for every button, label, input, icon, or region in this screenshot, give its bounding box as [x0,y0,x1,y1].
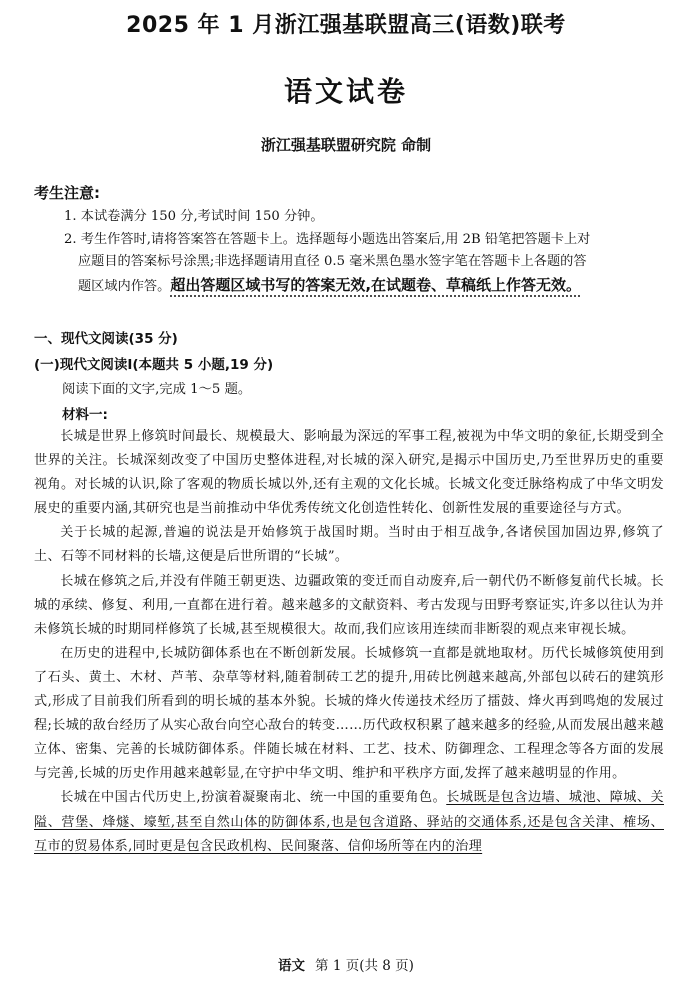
material-label: 材料一: [62,407,108,423]
notice-emphasis: 超出答题区域书写的答案无效,在试题卷、草稿纸上作答无效。 [170,275,582,294]
article-body [34,425,664,859]
page-footer [0,954,692,974]
paragraph-5-underlined: 长城既是包含边墙、城池、障城、关隘、营堡、烽燧、壕堑,甚至自然山体的防御体系,也是包含道路、驿站的交通体系,还是包含关津、榷场、互市的贸易体系,同时更是包含民政机构、民间聚落、信仰场所等在内的治理 [34,790,664,854]
notice-item-1: 1. 本试卷满分 150 分,考试时间 150 分钟。 [64,209,324,224]
paragraph-2: 关于长城的起源,普遍的说法是开始修筑于战国时期。当时由于相互战争,各诸侯国加固边界,修筑了土、石等不同材料的长墙,这便是后世所谓的“长城”。 [34,525,664,565]
notice-heading: 考生注意: [34,184,100,202]
reading-instruction: 阅读下面的文字,完成 1～5 题。 [62,382,252,397]
exam-title: 2025 年 1 月浙江强基联盟高三(语数)联考 [126,13,566,38]
paper-title: 语文试卷 [283,75,408,108]
notice-item-2-line-3 [64,274,664,299]
footer-page-number: 第 1 页(共 8 页) [315,958,414,974]
paragraph-3: 长城在修筑之后,并没有伴随王朝更迭、边疆政策的变迁而自动废弃,后一朝代仍不断修复前代长城。长城的承续、修复、利用,一直都在进行着。越来越多的文献资料、考古发现与田野考察证实,许多以往认为并未修筑长城的时期同样修筑了长城,甚至规模很大。故而,我们应该用连续而非断裂的观点来审视长城。 [34,573,664,637]
paragraph-5-plain: 长城在中国古代历史上,扮演着凝聚南北、统一中国的重要角色。 [60,790,447,806]
notice-plain-text: 题区域内作答。 [78,278,171,294]
footer-subject: 语文 [278,958,306,974]
notice-item-2-line-1: 2. 考生作答时,请将答案答在答题卡上。选择题每小题选出答案后,用 2B 铅笔把答题卡上对 [64,231,591,247]
paper-maker: 浙江强基联盟研究院 命制 [260,136,432,154]
paragraph-4: 在历史的进程中,长城防御体系也在不断创新发展。长城修筑一直都是就地取材。历代长城修筑使用到了石头、黄土、木材、芦苇、杂草等材料,随着制砖工艺的提升,用砖比例越来越高,外部包以砖石的建筑形式,形成了目前我们所看到的明长城的基本外貌。长城的烽火传递技术经历了擂鼓、烽火再到鸣炮的发展过程;长城的敌台经历了从实心敌台向空心敌台的转变……历代政权积累了越来越多的经验,从而发展出越来越立体、密集、完善的长城防御体系。伴随长城在材料、工艺、技术、防御理念、工程理念等各方面的发展与完善,长城的历史作用越来越彰显,在守护中华文明、维护和平秩序方面,发挥了越来越明显的作用。 [34,645,664,782]
notice-block [64,206,664,298]
section-heading: 一、现代文阅读(35 分) [34,331,178,347]
paragraph-5 [34,786,664,858]
paragraph-1: 长城是世界上修筑时间最长、规模最大、影响最为深远的军事工程,被视为中华文明的象征,长期受到全世界的关注。长城深刻改变了中国历史整体进程,对长城的深入研究,是揭示中国历史,乃至世界历史的重要视角。对长城的认识,除了客观的物质长城以外,还有主观的文化长城。长城文化变迁脉络构成了中华文明发展史的重要内涵,其研究也是当前推动中华优秀传统文化创造性转化、创新性发展的重要途径与方式。 [34,429,664,517]
notice-item-2-line-2: 应题目的答案标号涂黑;非选择题请用直径 0.5 毫米黑色墨水签字笔在答题卡上各题的答 [78,254,587,269]
subsection-heading: (一)现代文阅读Ⅰ(本题共 5 小题,19 分) [34,357,274,373]
